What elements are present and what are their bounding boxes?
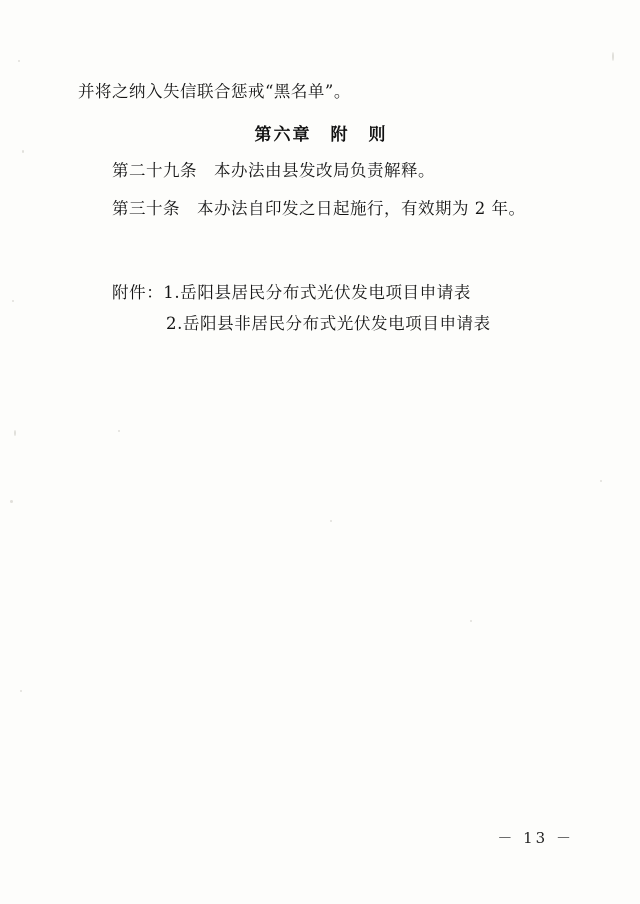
paragraph-p2: 第二十九条 本办法由县发改局负责解释。 bbox=[112, 160, 435, 180]
scan-speck bbox=[118, 430, 120, 432]
scan-speck bbox=[612, 52, 614, 61]
scan-speck bbox=[330, 520, 332, 522]
scan-speck bbox=[18, 60, 20, 62]
page-number: － 13 － bbox=[497, 829, 574, 847]
scan-speck bbox=[22, 150, 24, 153]
vertical-spacer bbox=[78, 235, 564, 271]
chapter-heading: 第六章 附 则 bbox=[254, 124, 388, 145]
scan-speck bbox=[12, 300, 14, 302]
paragraph-p3: 第三十条 本办法自印发之日起施行，有效期为 2 年。 bbox=[112, 198, 526, 218]
attachment-list bbox=[78, 277, 564, 340]
document-body bbox=[78, 80, 564, 339]
attachment-item-1: 附件：1.岳阳县居民分布式光伏发电项目申请表 bbox=[112, 282, 471, 302]
scan-speck bbox=[20, 690, 22, 692]
attachment-item-2: 2.岳阳县非居民分布式光伏发电项目申请表 bbox=[166, 314, 491, 334]
paragraph-p1: 并将之纳入失信联合惩戒“黑名单”。 bbox=[78, 82, 351, 101]
scan-speck bbox=[470, 620, 472, 622]
scan-speck bbox=[10, 500, 13, 503]
scan-speck bbox=[14, 430, 16, 436]
scan-speck bbox=[600, 480, 602, 482]
